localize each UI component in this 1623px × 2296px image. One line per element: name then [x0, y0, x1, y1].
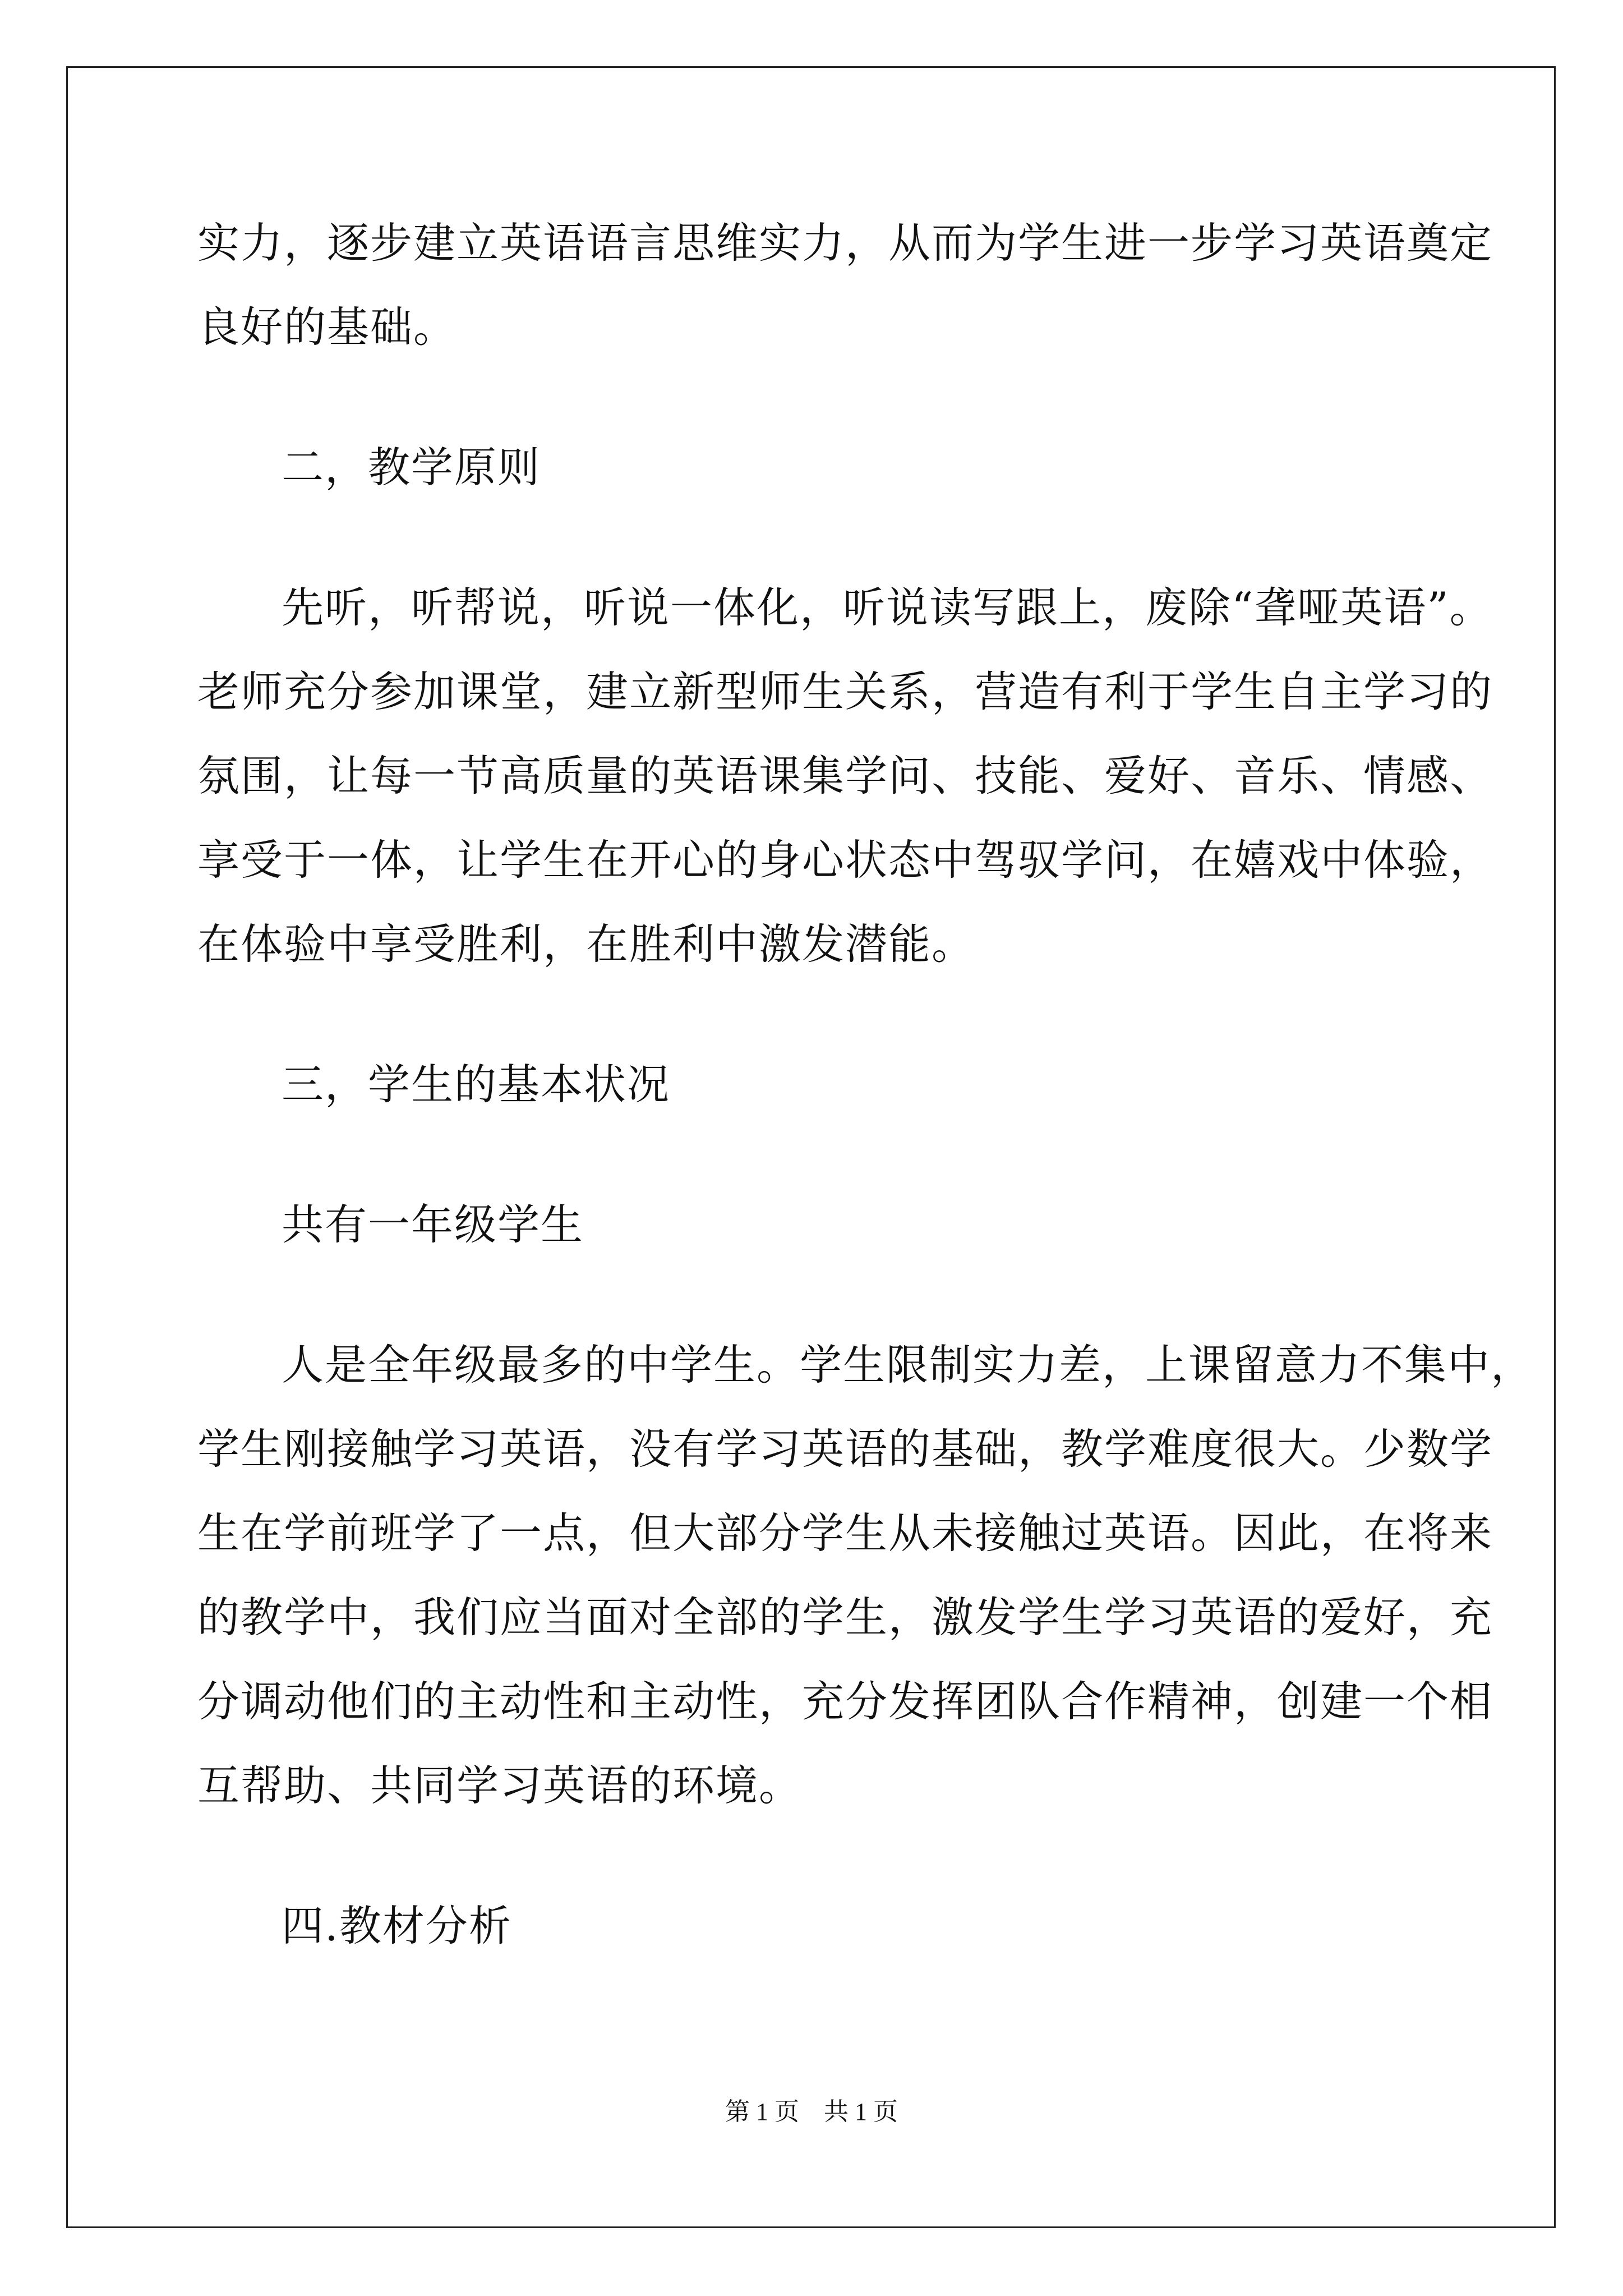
text-line: 先听，听帮说，听说一体化，听说读写跟上，废除“聋哑英语”。	[282, 583, 1493, 632]
text-line: 互帮助、共同学习英语的环境。	[197, 1761, 803, 1810]
text-line: 人是全年级最多的中学生。学生限制实力差，上课留意力不集中，	[282, 1340, 1534, 1389]
text-line: 老师充分参加课堂，建立新型师生关系，营造有利于学生自主学习的	[197, 667, 1493, 716]
text-line: 良好的基础。	[197, 302, 457, 352]
text-line: 实力，逐步建立英语语言思维实力，从而为学生进一步学习英语奠定	[197, 218, 1493, 268]
text-line: 共有一年级学生	[282, 1200, 584, 1249]
text-line: 氛围，让每一节高质量的英语课集学问、技能、爱好、音乐、情感、	[197, 751, 1493, 800]
text-line: 享受于一体，让学生在开心的身心状态中驾驭学问，在嬉戏中体验，	[197, 835, 1493, 885]
section-heading: 三，学生的基本状况	[282, 1060, 671, 1109]
text-line: 的教学中，我们应当面对全部的学生，激发学生学习英语的爱好，充	[197, 1593, 1493, 1642]
page-number-footer: 第 1 页 共 1 页	[725, 2098, 898, 2125]
text-line: 在体验中享受胜利，在胜利中激发潜能。	[197, 919, 975, 969]
section-heading: 四.教材分析	[282, 1901, 512, 1950]
text-line: 生在学前班学了一点，但大部分学生从未接触过英语。因此，在将来	[197, 1508, 1493, 1558]
section-heading: 二，教学原则	[282, 443, 541, 492]
text-line: 学生刚接触学习英语，没有学习英语的基础，教学难度很大。少数学	[197, 1424, 1493, 1474]
text-line: 分调动他们的主动性和主动性，充分发挥团队合作精神，创建一个相	[197, 1677, 1493, 1726]
